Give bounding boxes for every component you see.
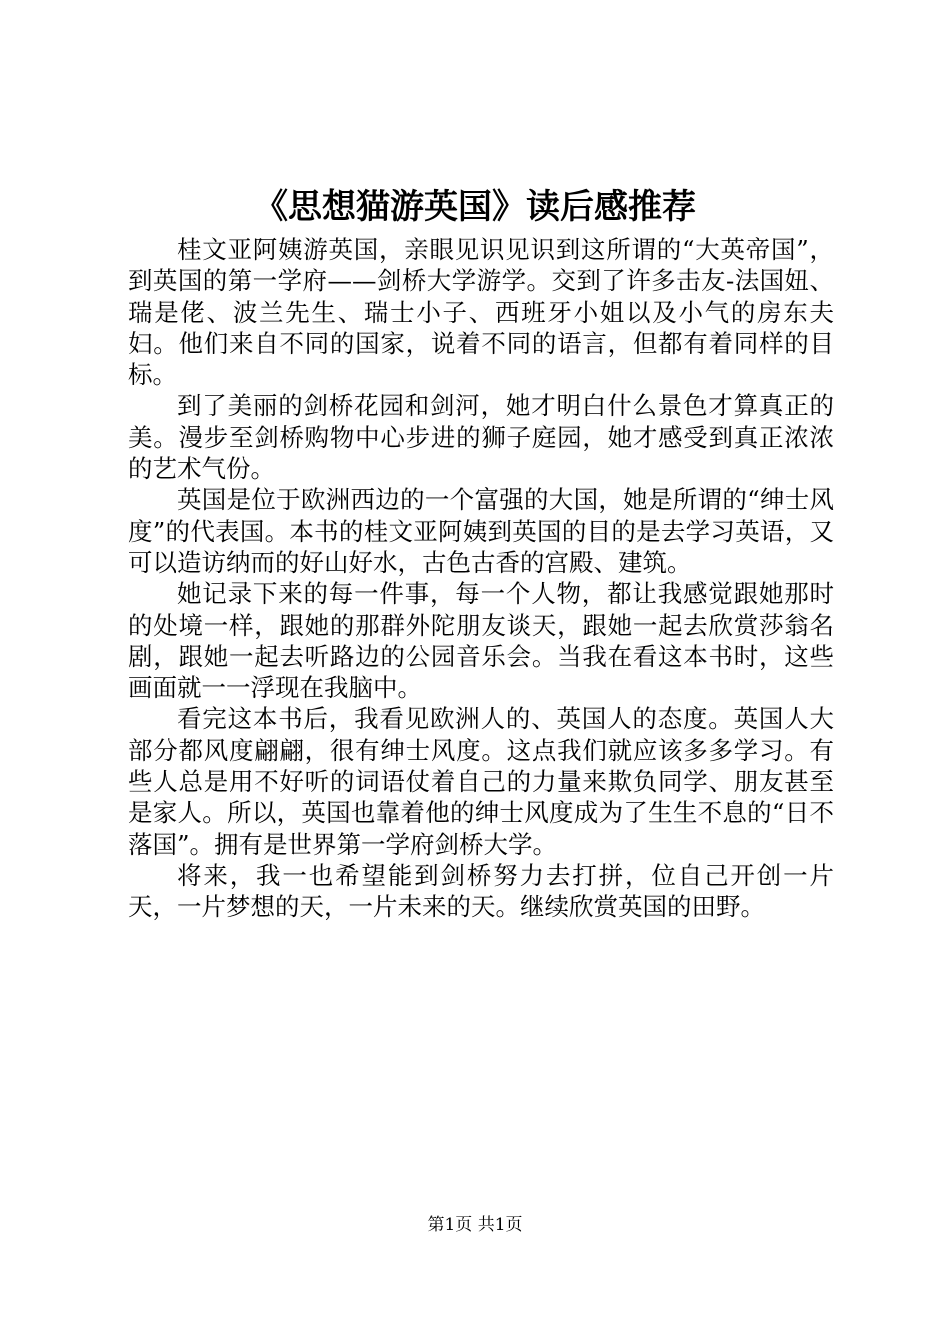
document-body xyxy=(128,234,834,923)
document-title: 《思想猫游英国》读后感推荐 xyxy=(254,187,696,227)
paragraph-3: 英国是位于欧洲西边的一个富强的大国，她是所谓的“绅士风度”的代表国。本书的桂文亚阿姨到英国的目的是去学习英语，又可以造访纳而的好山好水，古色古香的宫殿、建筑。 xyxy=(128,485,834,577)
paragraph-2: 到了美丽的剑桥花园和剑河，她才明白什么景色才算真正的美。漫步至剑桥购物中心步进的狮子庭园，她才感受到真正浓浓的艺术气份。 xyxy=(128,391,834,484)
paragraph-5: 看完这本书后，我看见欧洲人的、英国人的态度。英国人大部分都风度翩翩，很有绅士风度。这点我们就应该多多学习。有些人总是用不好听的词语仗着自己的力量来欺负同学、朋友甚至是家人。所以，英国也靠着他的绅士风度成为了生生不息的“日不落国”。拥有是世界第一学府剑桥大学。 xyxy=(128,704,834,859)
paragraph-1: 桂文亚阿姨游英国，亲眼见识见识到这所谓的“大英帝国”，到英国的第一学府——剑桥大学游学。交到了许多击友-法国妞、瑞是佬、波兰先生、瑞士小子、西班牙小姐以及小气的房东夫妇。他们来自不同的国家，说着不同的语言，但都有着同样的目标。 xyxy=(128,235,834,390)
paragraph-4: 她记录下来的每一件事，每一个人物，都让我感觉跟她那时的处境一样，跟她的那群外陀朋友谈天，跟她一起去欣赏莎翁名剧，跟她一起去听路边的公园音乐会。当我在看这本书时，这些画面就一一浮现在我脑中。 xyxy=(128,579,834,703)
page-footer: 第1页 共1页 xyxy=(427,1215,523,1235)
paragraph-6: 将来，我一也希望能到剑桥努力去打拼，位自己开创一片天，一片梦想的天，一片未来的天。继续欣赏英国的田野。 xyxy=(128,860,834,922)
